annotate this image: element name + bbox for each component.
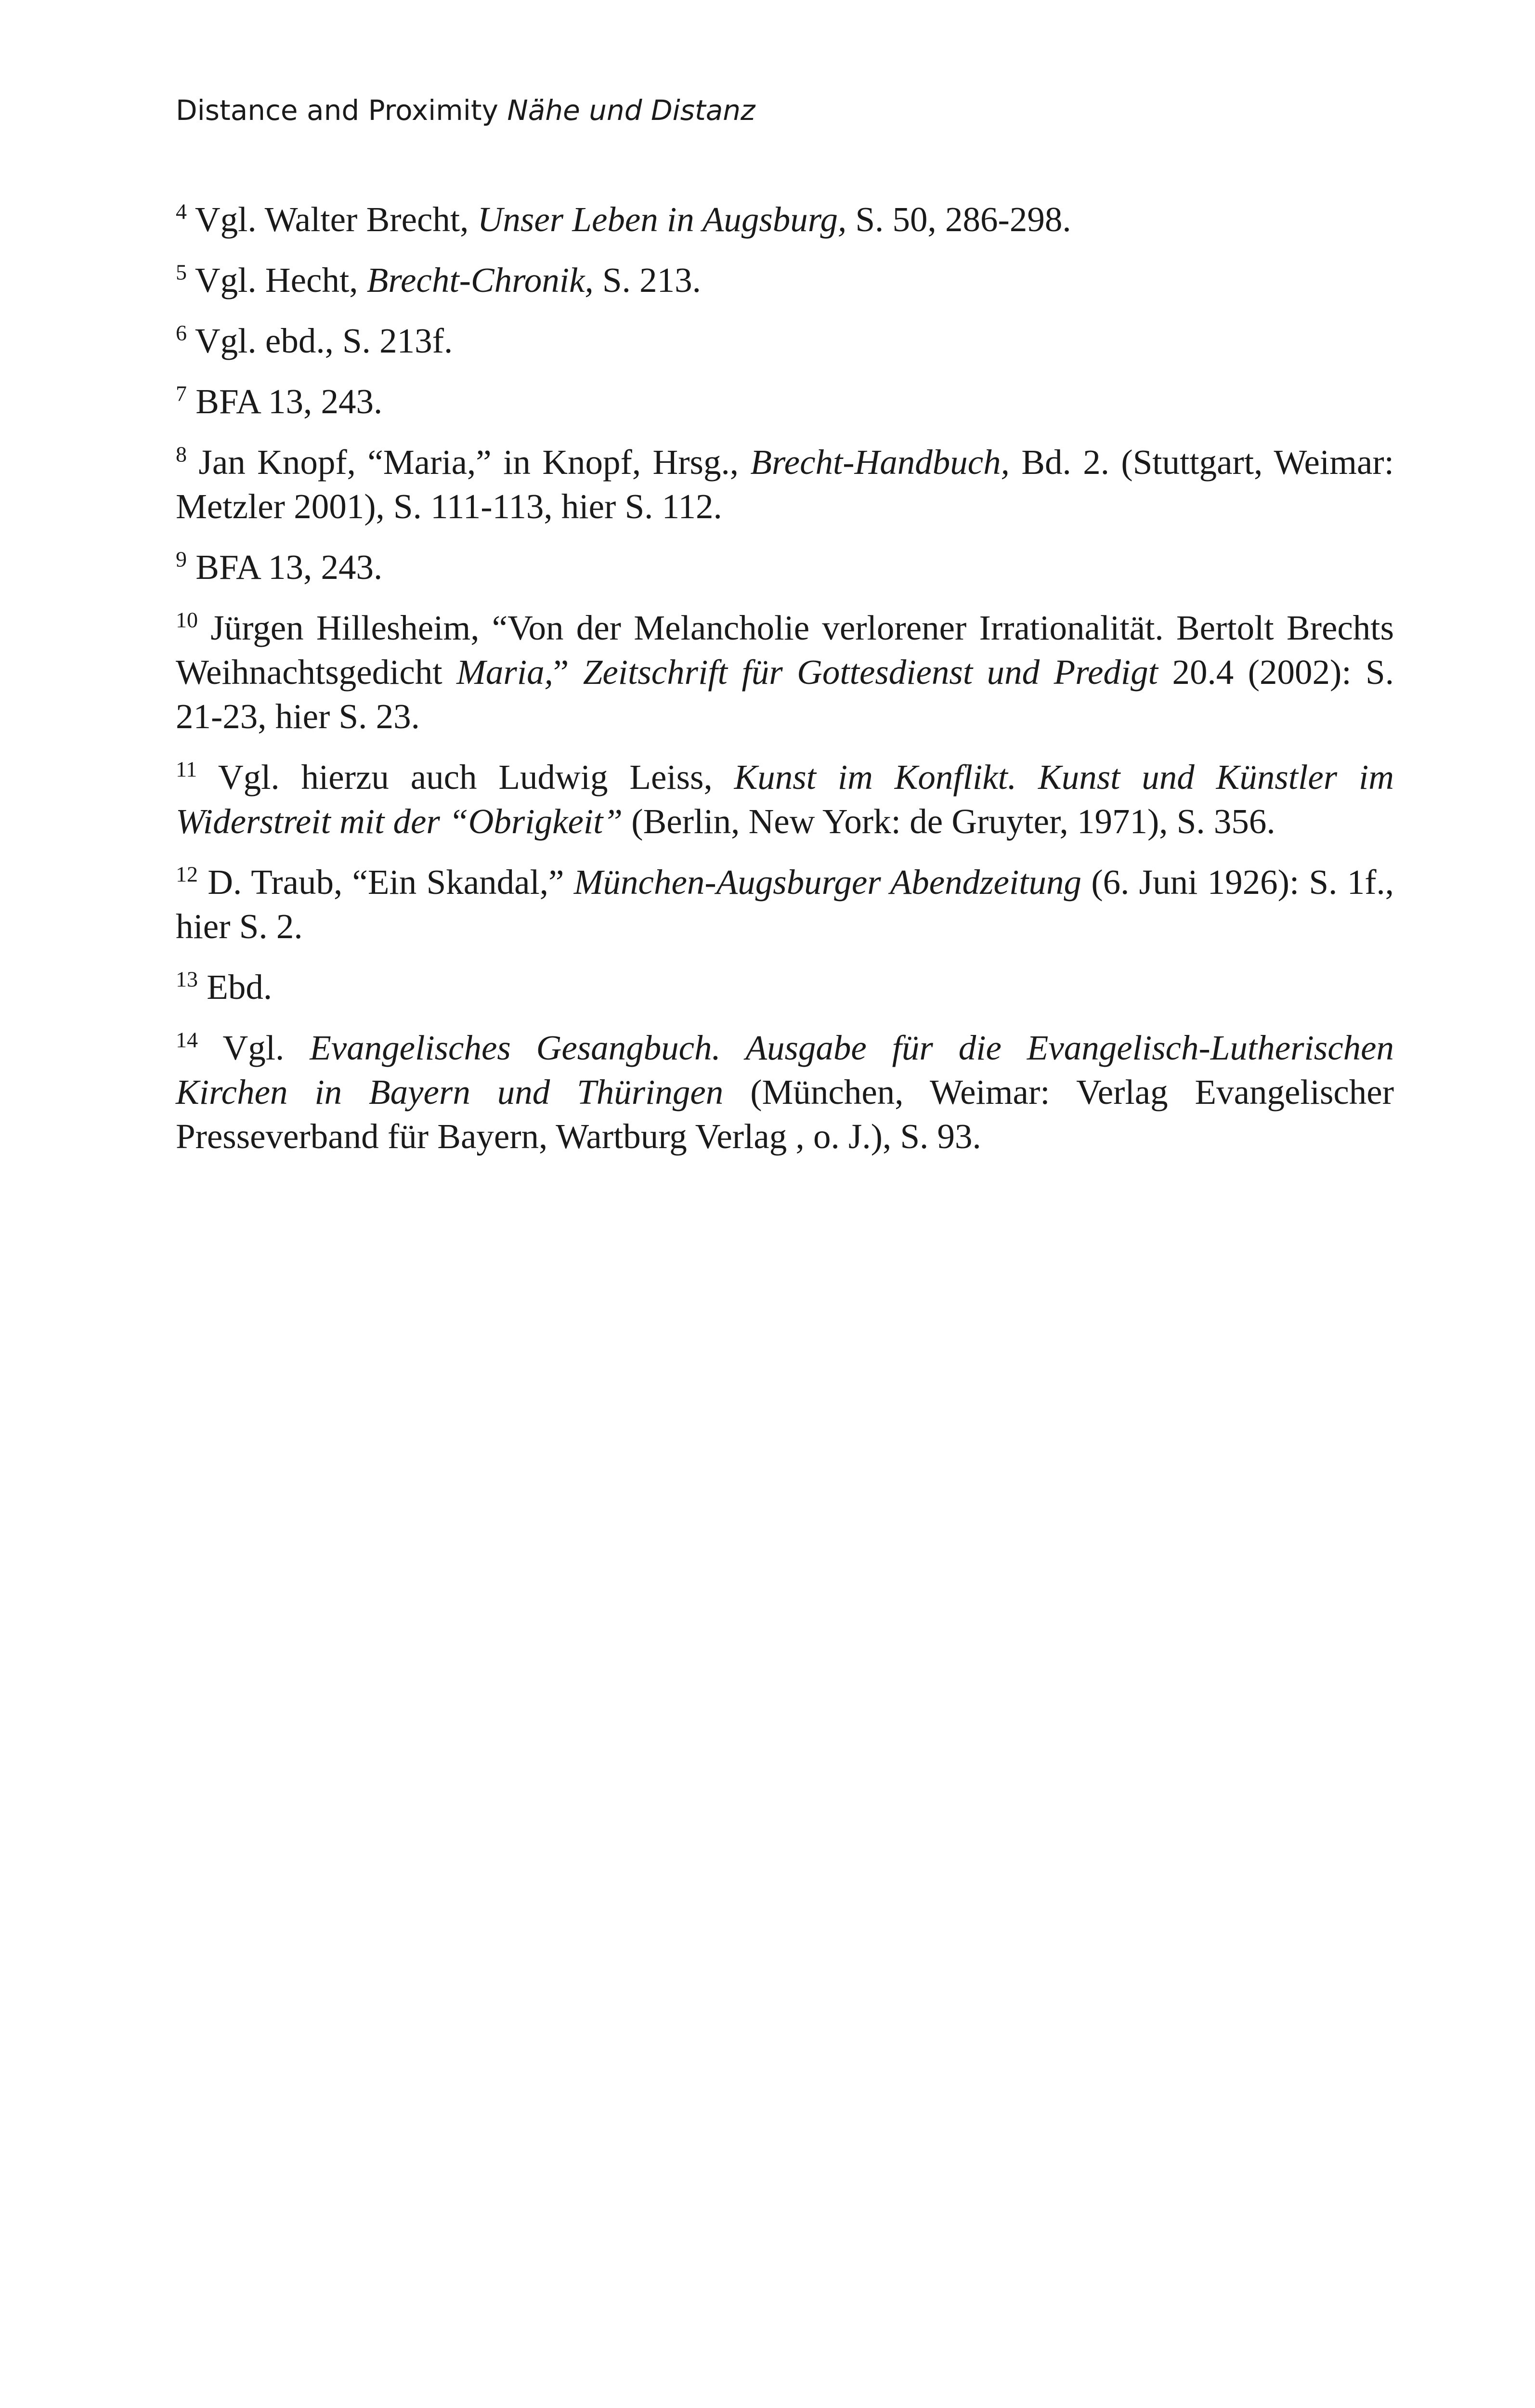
running-head-subtitle: Nähe und Distanz [507,94,755,127]
footnote-text: (6. Juni 1926): S. 1f., hier S. 2. [176,863,1394,946]
footnote-text: Bd. 2. (Stuttgart, Weimar: Metzler 2001), S. 111-113, hier S. 112. [176,443,1394,526]
footnote-title-text: Zeitschrift für Gottesdienst und Predigt [583,653,1158,692]
footnote-text: Jan Knopf, “Maria,” in Knopf, Hrsg., [187,443,751,482]
footnote-title-text: Kunst im Konflikt. Kunst und Künstler im Widerstreit mit der “Obrigkeit” [176,758,1394,841]
footnote [176,860,1394,949]
footnote-text: D. Traub, “Ein Skandal,” [198,863,574,902]
footnote-number: 14 [176,1027,198,1052]
running-head-title: Distance and Proximity [176,94,498,127]
footnote [176,606,1394,739]
footnote-number: 12 [176,862,198,887]
footnote-title-text: Evangelisches Gesangbuch. Ausgabe für die Evangelisch-Lutherischen Kirchen in Bayern und Thüringen [176,1028,1394,1112]
footnote-title-text: Unser Leben in Augsburg, [477,200,847,239]
footnote [176,965,1394,1009]
footnote [176,319,1394,363]
footnote-text: BFA 13, 243. [187,548,383,587]
footnote-text: Ebd. [198,968,273,1007]
footnote [176,545,1394,589]
footnote-text: Vgl. [198,1028,310,1067]
footnote [176,380,1394,424]
footnote-text: Vgl. Walter Brecht, [187,200,478,239]
footnotes-list [176,197,1394,1175]
footnote-text: S. 50, 286-298. [846,200,1071,239]
footnote [176,197,1394,242]
footnote-title-text: Maria, [456,653,553,692]
footnote-title-text: Brecht-Handbuch, [750,443,1010,482]
footnote-number: 8 [176,442,187,467]
footnote-text: ” [553,653,583,692]
footnote-text: BFA 13, 243. [187,382,383,421]
footnote-number: 10 [176,607,198,632]
footnote-title-text: München-Augsburger Abendzeitung [573,863,1082,902]
footnote-text: Vgl. hierzu auch Ludwig Leiss, [197,758,734,797]
footnote [176,1026,1394,1159]
footnote-text: Jürgen Hillesheim, “Von der Melancholie verlorener Irrationalität. Bertolt Brechts Weihnachtsgedicht [176,608,1394,692]
running-head [176,94,755,127]
footnote-text: 20.4 (2002): S. 21-23, hier S. 23. [176,653,1394,736]
footnote-text: Vgl. Hecht, [187,261,367,300]
footnote-text: (München, Weimar: Verlag Evangelischer Presseverband für Bayern, Wartburg Verlag , o. J.), S. 93. [176,1073,1394,1156]
footnote-title-text: Brecht-Chronik, [366,261,594,300]
footnote-number: 5 [176,260,187,285]
footnote-number: 4 [176,199,187,224]
footnote-text: (Berlin, New York: de Gruyter, 1971), S. 356. [623,802,1275,841]
footnote [176,440,1394,529]
footnote-number: 7 [176,381,187,406]
footnote [176,755,1394,844]
footnote-number: 13 [176,967,198,992]
footnote [176,258,1394,302]
footnote-text: S. 213. [593,261,701,300]
footnote-text: Vgl. ebd., S. 213f. [187,321,453,360]
footnote-number: 11 [176,757,197,782]
footnote-number: 9 [176,547,187,572]
footnote-number: 6 [176,320,187,345]
